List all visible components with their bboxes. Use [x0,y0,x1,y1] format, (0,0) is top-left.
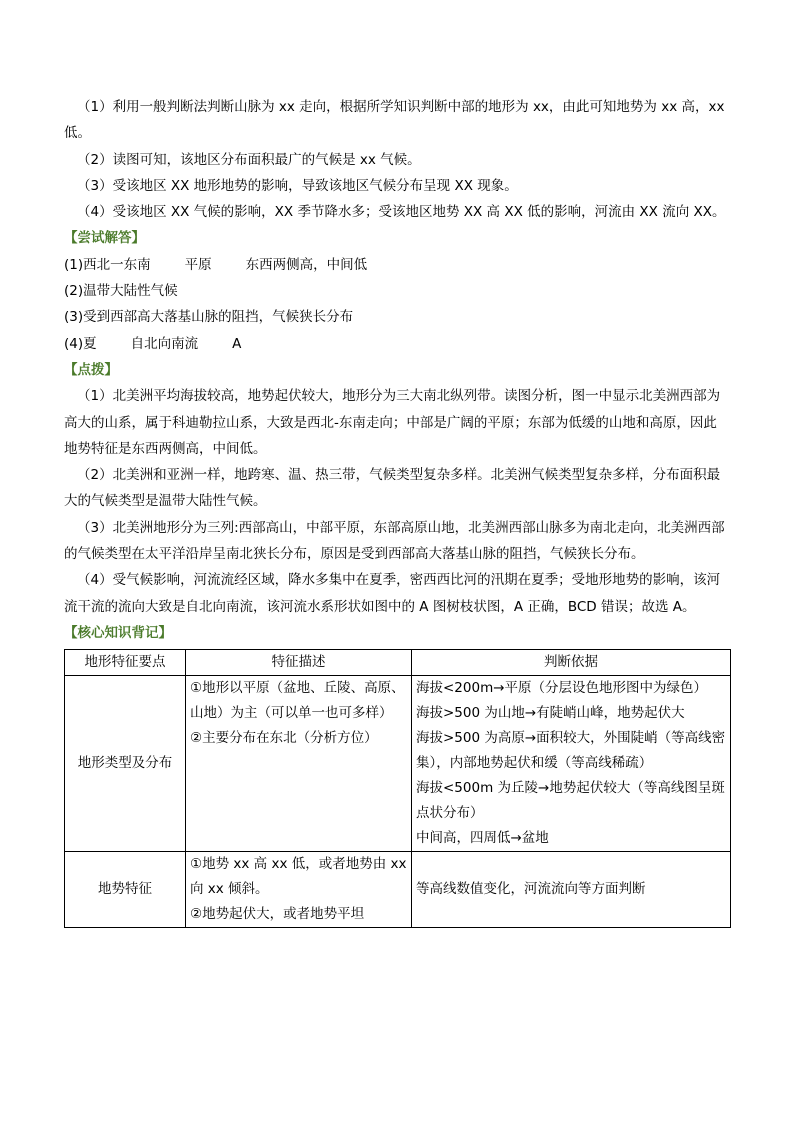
answer-2: (2)温带大陆性气候 [64,283,178,300]
answer-4-choice: A [232,335,242,352]
header-description: 特征描述 [186,650,412,676]
row1-basis [412,676,731,852]
row1-description [186,676,412,852]
core-knowledge-table [64,649,731,928]
row2-desc-1: ①地势 xx 高 xx 低，或者地势由 xx 向 xx 倾斜。 [190,856,407,898]
header-basis: 判断依据 [412,650,731,676]
tips-4: （4）受气候影响，河流流经区域，降水多集中在夏季，密西西比河的汛期在夏季；受地形地势的影响，该河流干流的流向大致是自北向南流，该河流水系形状如图中的 A 图树枝状图，A 正确，BCD 错误；故选 A。 [64,572,721,615]
document-page [64,94,730,928]
answer-1-direction: (1)西北一东南 [64,256,151,273]
tips-2: （2）北美洲和亚洲一样，地跨寒、温、热三带，气候类型复杂多样。北美洲气候类型复杂多样，分布面积最大的气候类型是温带大陆性气候。 [64,467,721,510]
row1-basis-1: 海拔<200m→平原（分层设色地形图中为绿色） [416,680,708,697]
answer-4 [64,331,730,357]
row2-basis: 等高线数值变化，河流流向等方面判断 [412,852,731,928]
table-header-row [65,650,731,676]
row1-desc-2: ②主要分布在东北（分析方位） [190,730,378,747]
row1-basis-4: 海拔<500m 为丘陵→地势起伏较大（等高线图呈斑点状分布） [416,780,725,822]
row2-description [186,852,412,928]
answer-4-flow: 自北向南流 [130,335,199,352]
header-point: 地形特征要点 [65,650,186,676]
answer-1-elevation: 东西两侧高，中间低 [245,256,368,273]
row1-basis-3: 海拔>500 为高原→面积较大，外围陡峭（等高线密集），内部地势起伏和缓（等高线稀疏） [416,730,726,772]
intro-q4: （4）受该地区 XX 气候的影响，XX 季节降水多；受该地区地势 XX 高 XX 低的影响，河流由 XX 流向 XX。 [77,204,726,221]
intro-q3: （3）受该地区 XX 地形地势的影响，导致该地区气候分布呈现 XX 现象。 [77,177,518,194]
intro-q1: （1）利用一般判断法判断山脉为 xx 走向，根据所学知识判断中部的地形为 xx，由此可知地势为 xx 高，xx 低。 [64,99,725,142]
core-heading: 【核心知识背记】 [64,624,172,641]
tips-1: （1）北美洲平均海拔较高，地势起伏较大，地形分为三大南北纵列带。读图分析，图一中显示北美洲西部为高大的山系，属于科迪勒拉山系，大致是西北-东南走向；中部是广阔的平原；东部为低缓的山地和高原，因此地势特征是东西两侧高，中间低。 [64,388,721,457]
row1-basis-2: 海拔>500 为山地→有陡峭山峰，地势起伏大 [416,705,685,722]
answer-heading: 【尝试解答】 [64,230,145,247]
answer-3: (3)受到西部高大落基山脉的阻挡，气候狭长分布 [64,309,354,326]
answer-1 [64,252,730,278]
answer-1-terrain: 平原 [184,256,212,273]
answer-4-season: (4)夏 [64,335,97,352]
row2-label: 地势特征 [65,852,186,928]
tips-3: （3）北美洲地形分为三列:西部高山，中部平原，东部高原山地，北美洲西部山脉多为南北走向，北美洲西部的气候类型在太平洋沿岸呈南北狭长分布，原因是受到西部高大落基山脉的阻挡，气候狭长分布。 [64,519,725,563]
row1-basis-5: 中间高，四周低→盆地 [416,830,549,847]
table-row [65,852,731,928]
tips-heading: 【点拨】 [64,361,118,378]
row1-label: 地形类型及分布 [65,676,186,852]
intro-q2: （2）读图可知，该地区分布面积最广的气候是 xx 气候。 [77,151,421,168]
table-row [65,676,731,852]
row1-desc-1: ①地形以平原（盆地、丘陵、高原、山地）为主（可以单一也可多样） [190,680,405,722]
row2-desc-2: ②地势起伏大，或者地势平坦 [190,906,365,923]
